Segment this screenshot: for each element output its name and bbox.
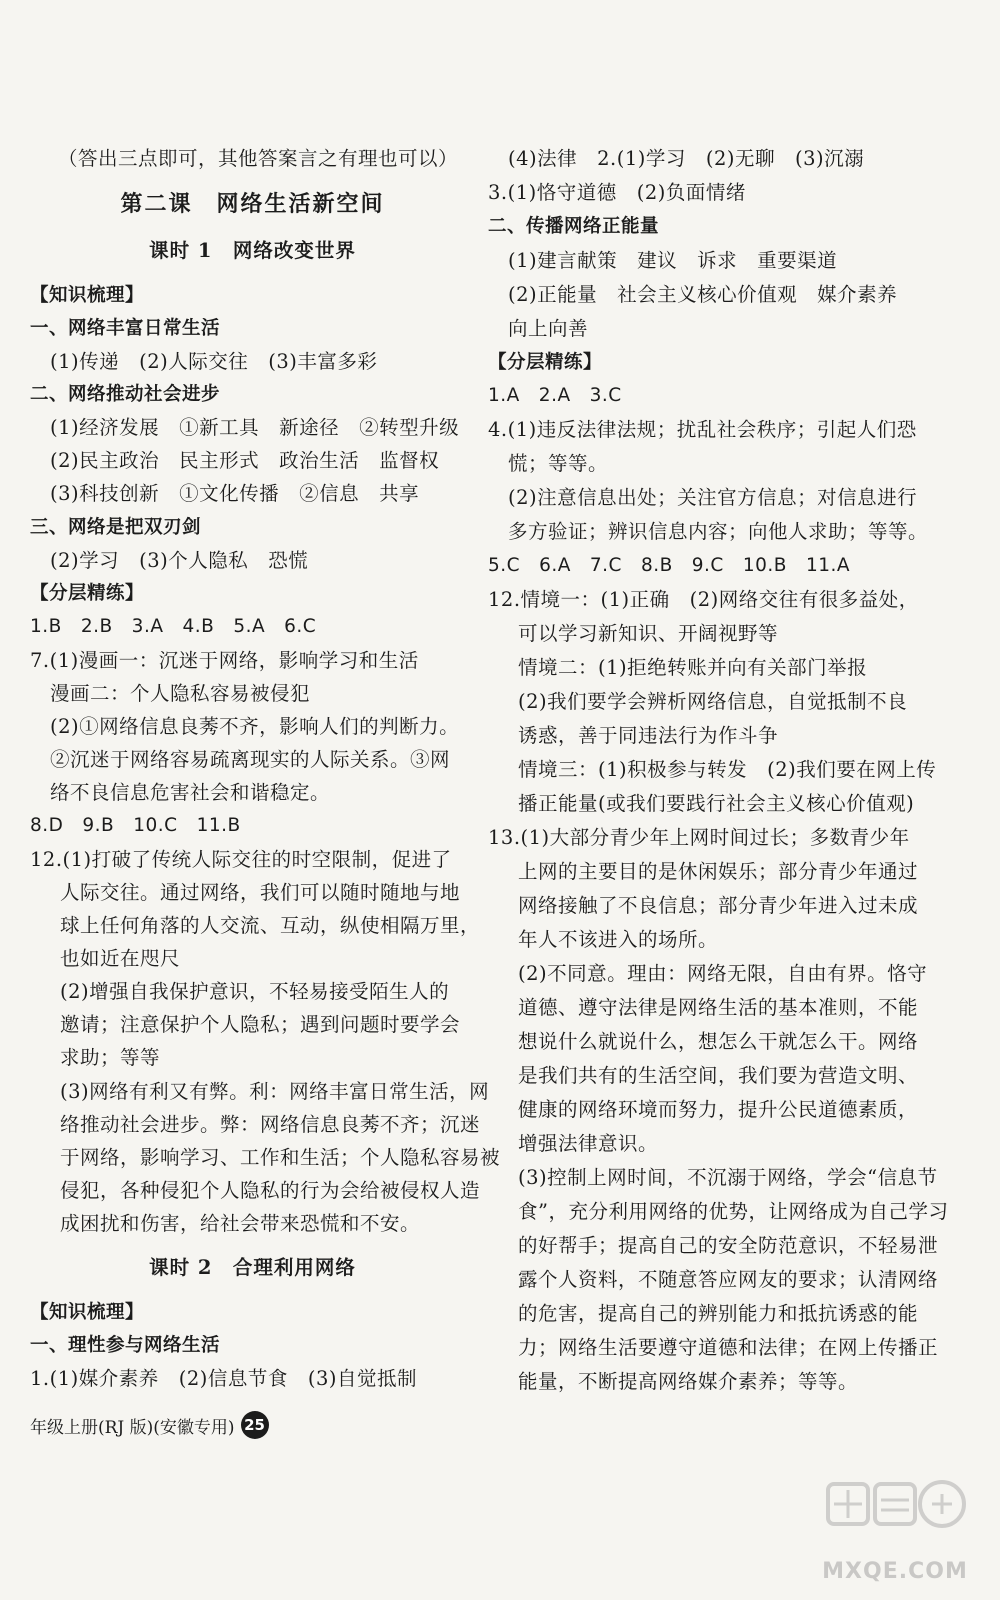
answer-line: 是我们共有的生活空间，我们要为营造文明、 — [518, 1064, 919, 1087]
watermark-logo — [820, 1470, 970, 1590]
answer-line: (3)控制上网时间，不沉溺于网络，学会“信息节 — [518, 1166, 938, 1189]
answer-line: 球上任何角落的人交流、互动，纵使相隔万里， — [60, 914, 481, 937]
answer-line: 邀请；注意保护个人隐私；遇到问题时要学会 — [60, 1013, 461, 1036]
answer-line: 健康的网络环境而努力，提升公民道德素质， — [518, 1098, 919, 1121]
answer-line: 人际交往。通过网络，我们可以随时随地与地 — [60, 881, 461, 904]
answer-line: 3.(1)恪守道德 (2)负面情绪 — [488, 181, 746, 204]
answer-line: 能量，不断提高网络媒介素养；等等。 — [518, 1370, 859, 1393]
section-title: 一、网络丰富日常生活 — [30, 318, 221, 339]
answer-line: 力；网络生活要遵守道德和法律；在网上传播正 — [518, 1336, 939, 1359]
answer-line: 的好帮手；提高自己的安全防范意识，不轻易泄 — [518, 1234, 939, 1257]
choice-answers: 1.B 2.B 3.A 4.B 5.A 6.C — [30, 616, 317, 637]
answer-line: 情境三：(1)积极参与转发 (2)我们要在网上传 — [518, 758, 937, 781]
answer-line: 道德、遵守法律是网络生活的基本准则，不能 — [518, 996, 919, 1019]
answer-line: 向上向善 — [508, 317, 589, 340]
answer-line: 漫画二：个人隐私容易被侵犯 — [50, 682, 311, 705]
answer-line: (2)民主政治 民主形式 政治生活 监督权 — [50, 449, 440, 472]
answer-line: (3)科技创新 ①文化传播 ②信息 共享 — [50, 482, 420, 505]
answer-line: 12.情境一：(1)正确 (2)网络交往有很多益处， — [488, 588, 919, 611]
answer-line: 4.(1)违反法律法规；扰乱社会秩序；引起人们恐 — [488, 418, 917, 441]
section-title: 一、理性参与网络生活 — [30, 1335, 221, 1356]
answer-line: 侵犯，各种侵犯个人隐私的行为会给被侵权人造 — [60, 1179, 481, 1202]
answer-line: (2)不同意。理由：网络无限，自由有界。恪守 — [518, 962, 928, 985]
answer-line: 年人不该进入的场所。 — [518, 928, 719, 951]
watermark-icon — [820, 1470, 970, 1560]
section-title: 二、传播网络正能量 — [488, 216, 660, 237]
answer-line: 络推动社会进步。弊：网络信息良莠不齐；沉迷 — [60, 1113, 481, 1136]
answer-line: (1)传递 (2)人际交往 (3)丰富多彩 — [50, 350, 378, 373]
choice-answers: 5.C 6.A 7.C 8.B 9.C 10.B 11.A — [488, 555, 851, 576]
answer-line: (2)我们要学会辨析网络信息，自觉抵制不良 — [518, 690, 908, 713]
answer-line: 1.(1)媒介素养 (2)信息节食 (3)自觉抵制 — [30, 1367, 417, 1390]
answer-line: 求助；等等 — [60, 1046, 161, 1069]
section-header: 【分层精练】 — [488, 352, 603, 373]
answer-line: 播正能量(或我们要践行社会主义核心价值观) — [518, 792, 915, 815]
section-title: 三、网络是把双刃剑 — [30, 517, 202, 538]
page-footer — [30, 1410, 269, 1440]
period2-title: 课时 2 合理利用网络 — [149, 1256, 356, 1279]
section-header: 【分层精练】 — [30, 583, 145, 604]
intro-note: （答出三点即可，其他答案言之有理也可以） — [58, 147, 459, 170]
answer-line: (1)建言献策 建议 诉求 重要渠道 — [508, 249, 838, 272]
answer-line: 诱惑，善于同违法行为作斗争 — [518, 724, 779, 747]
answer-line: (4)法律 2.(1)学习 (2)无聊 (3)沉溺 — [508, 147, 865, 170]
answer-line: 上网的主要目的是休闲娱乐；部分青少年通过 — [518, 860, 919, 883]
answer-line: 多方验证；辨识信息内容；向他人求助；等等。 — [508, 520, 929, 543]
answer-line: ②沉迷于网络容易疏离现实的人际关系。③网 — [50, 748, 451, 771]
answer-line: 络不良信息危害社会和谐稳定。 — [50, 781, 331, 804]
answer-line: 增强法律意识。 — [518, 1132, 659, 1155]
section-title: 二、网络推动社会进步 — [30, 384, 221, 405]
answer-line: (2)增强自我保护意识，不轻易接受陌生人的 — [60, 980, 450, 1003]
choice-answers: 1.A 2.A 3.C — [488, 385, 622, 406]
answer-line: (2)注意信息出处；关注官方信息；对信息进行 — [508, 486, 918, 509]
answer-line: 于网络，影响学习、工作和生活；个人隐私容易被 — [60, 1146, 501, 1169]
answer-line: 的危害，提高自己的辨别能力和抵抗诱惑的能 — [518, 1302, 919, 1325]
period1-title: 课时 1 网络改变世界 — [149, 239, 356, 262]
footer-book-info: 年级上册(RJ 版)(安徽专用) — [30, 1417, 235, 1438]
section-header: 【知识梳理】 — [30, 1302, 145, 1323]
watermark-text: MXQE.COM — [822, 1559, 968, 1584]
answer-line: (2)正能量 社会主义核心价值观 媒介素养 — [508, 283, 898, 306]
answer-line: (1)经济发展 ①新工具 新途径 ②转型升级 — [50, 416, 460, 439]
answer-line: 12.(1)打破了传统人际交往的时空限制，促进了 — [30, 848, 452, 871]
answer-line: 慌；等等。 — [508, 452, 609, 475]
answer-line: 食”，充分利用网络的优势，让网络成为自己学习 — [518, 1200, 949, 1223]
answer-line: 露个人资料，不随意答应网友的要求；认清网络 — [518, 1268, 939, 1291]
answer-line: 13.(1)大部分青少年上网时间过长；多数青少年 — [488, 826, 910, 849]
answer-line: 也如近在咫尺 — [60, 947, 181, 970]
answer-line: (3)网络有利又有弊。利：网络丰富日常生活，网 — [60, 1080, 490, 1103]
answer-line: 成困扰和伤害，给社会带来恐慌和不安。 — [60, 1212, 421, 1235]
answer-line: (2)学习 (3)个人隐私 恐慌 — [50, 549, 309, 572]
answer-line: 可以学习新知识、开阔视野等 — [518, 622, 779, 645]
section-header: 【知识梳理】 — [30, 285, 145, 306]
answer-line: (2)①网络信息良莠不齐，影响人们的判断力。 — [50, 715, 460, 738]
answer-line: 网络接触了不良信息；部分青少年进入过未成 — [518, 894, 919, 917]
page-number-badge: 25 — [241, 1411, 269, 1439]
choice-answers: 8.D 9.B 10.C 11.B — [30, 815, 241, 836]
answer-line: 情境二：(1)拒绝转账并向有关部门举报 — [518, 656, 868, 679]
answer-line: 想说什么就说什么，想怎么干就怎么干。网络 — [518, 1030, 919, 1053]
answer-line: 7.(1)漫画一：沉迷于网络，影响学习和生活 — [30, 649, 419, 672]
lesson-title: 第二课 网络生活新空间 — [120, 191, 385, 217]
